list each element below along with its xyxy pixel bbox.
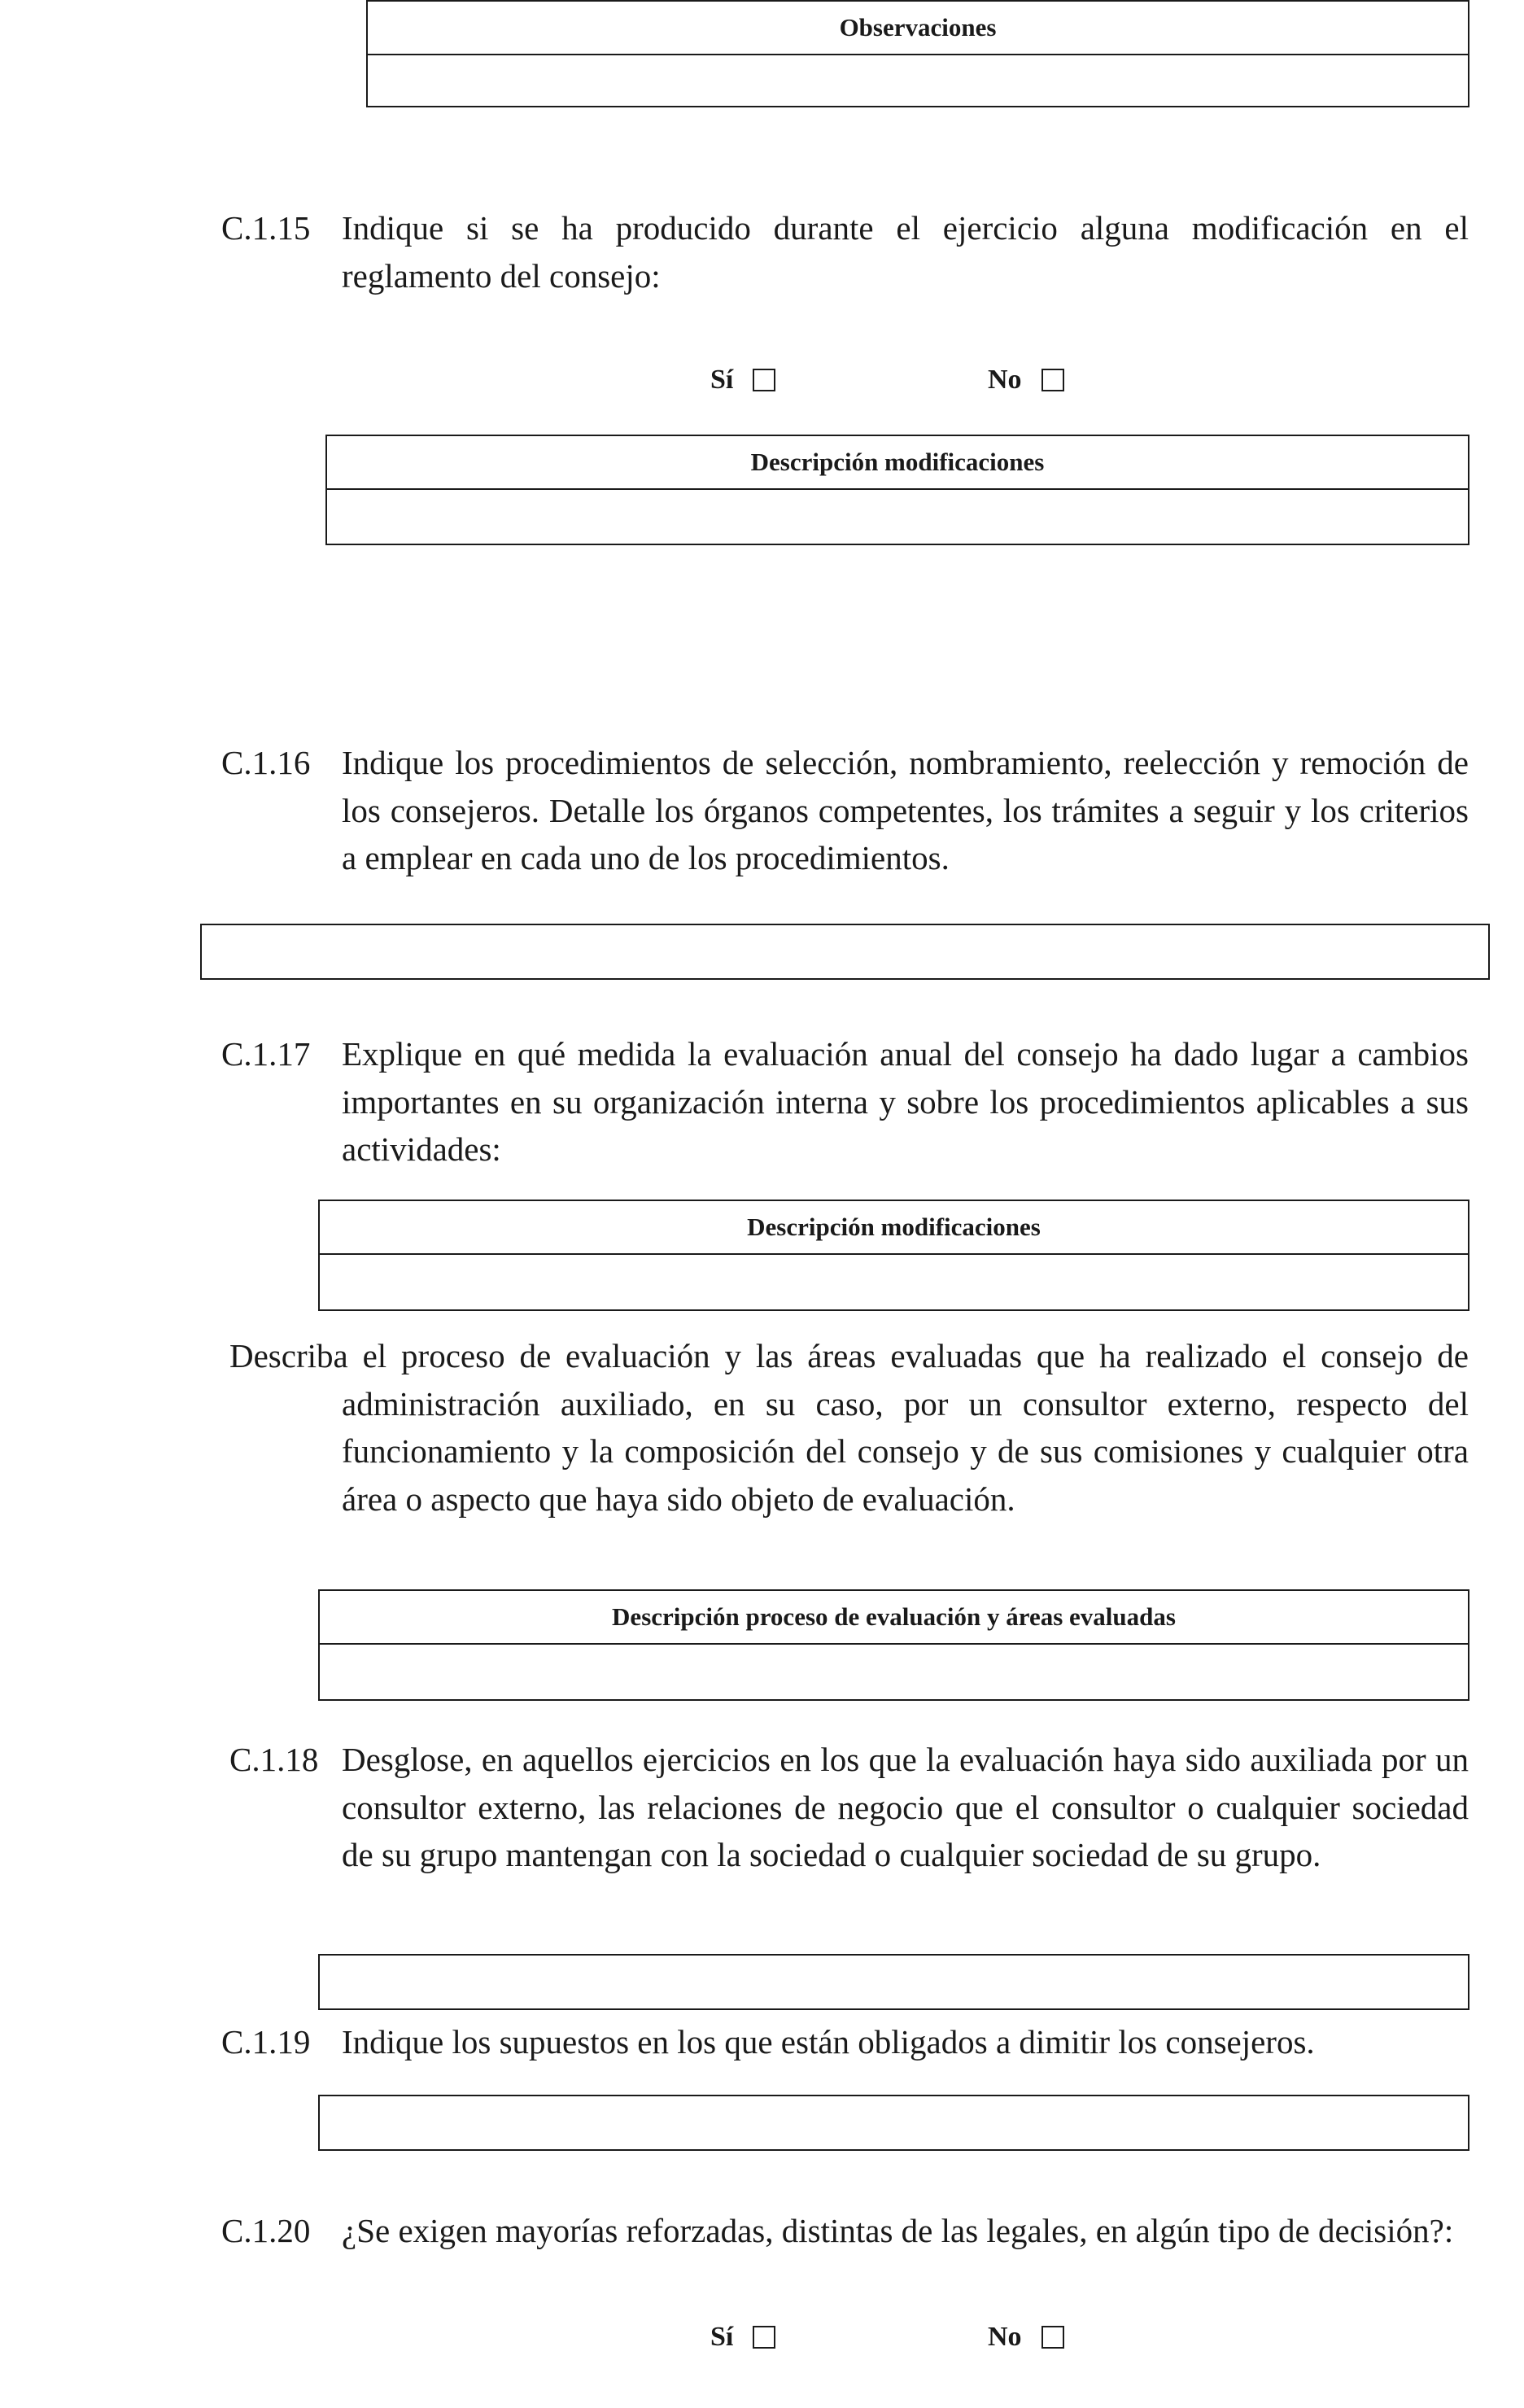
descripcion-modificaciones-header-2: Descripción modificaciones bbox=[320, 1201, 1468, 1255]
question-text-c117: Explique en qué medida la evaluación anual del consejo ha dado lugar a cambios importantes en su organización interna y sobre los procedimientos aplicables a sus actividades: bbox=[342, 1035, 1469, 1168]
question-number-c116: C.1.16 bbox=[221, 744, 311, 781]
descripcion-modificaciones-field-2[interactable] bbox=[320, 1255, 1468, 1309]
observaciones-field[interactable] bbox=[368, 55, 1468, 106]
question-text-c118: Desglose, en aquellos ejercicios en los que la evaluación haya sido auxiliada por un consultor externo, las relaciones de negocio que el consultor o cualquier sociedad de su grupo mantengan con la sociedad o cualquier sociedad de su grupo. bbox=[342, 1741, 1469, 1873]
question-number-c119: C.1.19 bbox=[221, 2023, 311, 2061]
observaciones-header: Observaciones bbox=[368, 2, 1468, 55]
checkbox-no[interactable] bbox=[1041, 369, 1064, 391]
question-number-c117: C.1.17 bbox=[221, 1035, 311, 1073]
descripcion-modificaciones-box bbox=[325, 435, 1469, 545]
option-yes-c120[interactable] bbox=[710, 2322, 775, 2353]
option-no-c120[interactable] bbox=[988, 2322, 1064, 2353]
option-yes-label: Sí bbox=[710, 2322, 734, 2352]
supuestos-dimitir-field[interactable] bbox=[318, 2095, 1469, 2151]
question-number-c115: C.1.15 bbox=[221, 209, 311, 247]
option-no-c115[interactable] bbox=[988, 365, 1064, 396]
descripcion-modificaciones-box-2 bbox=[318, 1200, 1469, 1311]
question-text-c115: Indique si se ha producido durante el ejercicio alguna modificación en el reglamento del consejo: bbox=[342, 209, 1469, 295]
observaciones-box bbox=[366, 0, 1469, 107]
descripcion-proceso-header: Descripción proceso de evaluación y áreas evaluadas bbox=[320, 1591, 1468, 1645]
descripcion-modificaciones-field[interactable] bbox=[327, 490, 1468, 544]
descripcion-proceso-field[interactable] bbox=[320, 1645, 1468, 1699]
relaciones-negocio-field[interactable] bbox=[318, 1954, 1469, 2010]
descripcion-modificaciones-header: Descripción modificaciones bbox=[327, 436, 1468, 490]
question-number-c118: C.1.18 bbox=[229, 1741, 319, 1778]
option-yes-c115[interactable] bbox=[710, 365, 775, 396]
question-number-c120: C.1.20 bbox=[221, 2212, 311, 2249]
checkbox-no[interactable] bbox=[1041, 2326, 1064, 2349]
checkbox-yes[interactable] bbox=[753, 2326, 775, 2349]
followup-text-c117: Describa el proceso de evaluación y las áreas evaluadas que ha realizado el consejo de administración auxiliado, en su caso, por un consultor externo, respecto del funcionamiento y la composición del consejo y de sus comisiones y cualquier otra área o aspecto que haya sido objeto de evaluación. bbox=[229, 1337, 1469, 1518]
question-text-c119: Indique los supuestos en los que están obligados a dimitir los consejeros. bbox=[342, 2023, 1315, 2061]
procedimientos-field[interactable] bbox=[200, 924, 1490, 980]
question-text-c116: Indique los procedimientos de selección, nombramiento, reelección y remoción de los consejeros. Detalle los órganos competentes, los trámites a seguir y los criterios a emplear en cada uno de los procedimientos. bbox=[342, 744, 1469, 876]
descripcion-proceso-box bbox=[318, 1589, 1469, 1701]
option-no-label: No bbox=[988, 365, 1022, 395]
checkbox-yes[interactable] bbox=[753, 369, 775, 391]
option-no-label: No bbox=[988, 2322, 1022, 2352]
question-text-c120: ¿Se exigen mayorías reforzadas, distintas de las legales, en algún tipo de decisión?: bbox=[342, 2212, 1454, 2249]
option-yes-label: Sí bbox=[710, 365, 734, 395]
